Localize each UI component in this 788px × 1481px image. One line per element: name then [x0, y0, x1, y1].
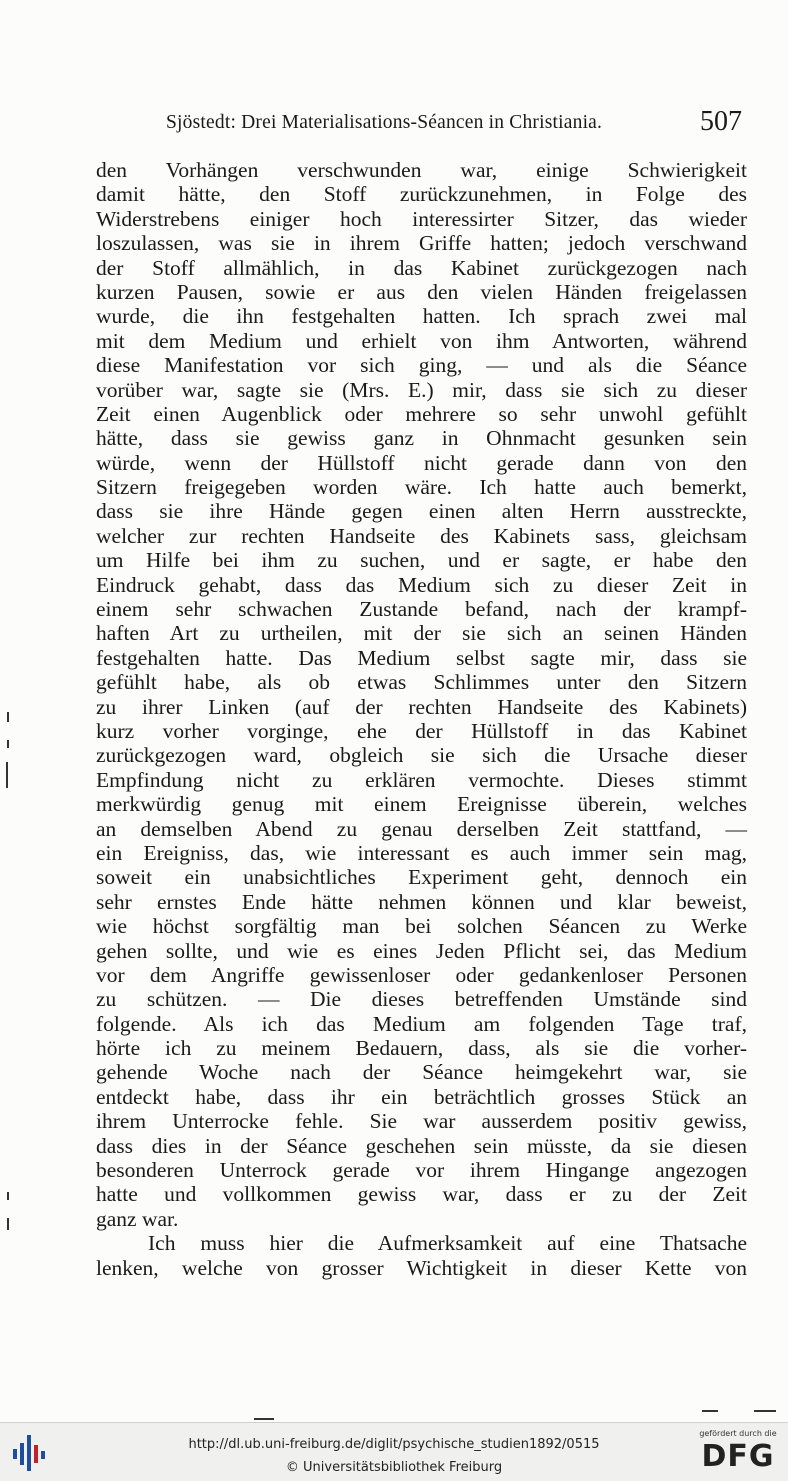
text-line: Empfindung nicht zu erklären vermochte. Dieses stimmt: [96, 767, 747, 792]
text-line: hätte, dass sie gewiss ganz in Ohnmacht gesunken sein: [96, 426, 747, 451]
text-line: Widerstrebens einiger hoch interessirter Sitzer, das wieder: [96, 206, 747, 231]
text-line: ein Ereigniss, das, wie interessant es auch immer sein mag,: [96, 840, 747, 865]
text-line: gehende Woche nach der Séance heimgekehrt war, sie: [96, 1060, 747, 1085]
text-line: haften Art zu urtheilen, mit der sie sich an seinen Händen: [96, 621, 747, 646]
text-line: mit dem Medium und erhielt von ihm Antworten, während: [96, 328, 747, 353]
dfg-logo: [694, 1429, 782, 1477]
text-line: damit hätte, den Stoff zurückzunehmen, in Folge des: [96, 182, 747, 207]
text-line: vor dem Angriffe gewissenloser oder gedankenloser Personen: [96, 962, 747, 987]
text-line: Eindruck gehabt, dass das Medium sich zu dieser Zeit in: [96, 572, 747, 597]
text-line: zu ihrer Linken (auf der rechten Handseite des Kabinets): [96, 694, 747, 719]
document-url[interactable]: http://dl.ub.uni-freiburg.de/diglit/psychische_studien1892/0515: [188, 1437, 600, 1452]
margin-mark: [254, 1418, 274, 1420]
text-line: hörte ich zu meinem Bedauern, dass, als sie die vorher-: [96, 1036, 747, 1061]
text-line: dass sie ihre Hände gegen einen alten Herrn ausstreckte,: [96, 499, 747, 524]
margin-mark: [7, 740, 9, 748]
text-line: Sitzern freigegeben worden wäre. Ich hatte auch bemerkt,: [96, 475, 747, 500]
body-text: [96, 158, 747, 1280]
dfg-tagline: gefördert durch die: [699, 1429, 777, 1438]
page-header: [166, 106, 742, 140]
text-line: vorüber war, sagte sie (Mrs. E.) mir, dass sie sich zu dieser: [96, 377, 747, 402]
dfg-logo-text: DFG: [701, 1439, 775, 1474]
text-line: kurzen Pausen, sowie er aus den vielen Händen freigelassen: [96, 279, 747, 304]
text-line: welcher zur rechten Handseite des Kabinets sass, gleichsam: [96, 523, 747, 548]
text-line: Zeit einen Augenblick oder mehrere so sehr unwohl gefühlt: [96, 401, 747, 426]
margin-mark: [754, 1410, 776, 1412]
text-line: besonderen Unterrock gerade vor ihrem Hingange angezogen: [96, 1158, 747, 1183]
text-line: an demselben Abend zu genau derselben Zeit stattfand, —: [96, 816, 747, 841]
text-line: hatte und vollkommen gewiss war, dass er zu der Zeit: [96, 1182, 747, 1207]
text-line: entdeckt habe, dass ihr ein beträchtlich grosses Stück an: [96, 1084, 747, 1109]
text-line: lenken, welche von grosser Wichtigkeit in dieser Kette von: [96, 1255, 747, 1280]
text-line: gefühlt habe, als ob etwas Schlimmes unter den Sitzern: [96, 670, 747, 695]
text-line: Ich muss hier die Aufmerksamkeit auf eine Thatsache: [148, 1231, 747, 1256]
text-line: den Vorhängen verschwunden war, einige Schwierigkeit: [96, 158, 747, 182]
margin-mark: [7, 1218, 9, 1230]
viewer-footer: [0, 1422, 788, 1481]
text-line: sehr ernstes Ende hätte nehmen können und klar beweist,: [96, 889, 747, 914]
text-line: merkwürdig genug mit einem Ereignisse überein, welches: [96, 792, 747, 817]
text-line: wie höchst sorgfältig man bei solchen Séancen zu Werke: [96, 914, 747, 939]
margin-mark: [6, 762, 8, 788]
text-line: dass dies in der Séance geschehen sein müsste, da sie diesen: [96, 1133, 747, 1158]
text-line: soweit ein unabsichtliches Experiment geht, dennoch ein: [96, 865, 747, 890]
copyright-notice: © Universitätsbibliothek Freiburg: [285, 1460, 503, 1475]
text-line: gehen sollte, und wie es eines Jeden Pflicht sei, das Medium: [96, 938, 747, 963]
text-line: diese Manifestation vor sich ging, — und als die Séance: [96, 353, 747, 378]
margin-mark: [7, 712, 9, 722]
text-line: folgende. Als ich das Medium am folgenden Tage traf,: [96, 1011, 747, 1036]
text-line: festgehalten hatte. Das Medium selbst sagte mir, dass sie: [96, 645, 747, 670]
text-line: zu schützen. — Die dieses betreffenden Umstände sind: [96, 987, 747, 1012]
margin-mark: [7, 1192, 9, 1200]
text-line: würde, wenn der Hüllstoff nicht gerade dann von den: [96, 450, 747, 475]
text-line: kurz vorher vorginge, ehe der Hüllstoff in das Kabinet: [96, 718, 747, 743]
margin-mark: [702, 1410, 718, 1412]
running-title: Sjöstedt: Drei Materialisations-Séancen in Christiania.: [166, 112, 603, 133]
text-line: einem sehr schwachen Zustande befand, nach der krampf-: [96, 597, 747, 622]
text-line: zurückgezogen ward, obgleich sie sich die Ursache dieser: [96, 743, 747, 768]
text-line: ganz war.: [96, 1206, 179, 1231]
text-line: um Hilfe bei ihm zu suchen, und er sagte, er habe den: [96, 548, 747, 573]
text-line: loszulassen, was sie in ihrem Griffe hatten; jedoch verschwand: [96, 231, 747, 256]
text-line: der Stoff allmählich, in das Kabinet zurückgezogen nach: [96, 255, 747, 280]
page-number: 507: [700, 106, 742, 137]
text-line: wurde, die ihn festgehalten hatten. Ich sprach zwei mal: [96, 304, 747, 329]
text-line: ihrem Unterrocke fehle. Sie war ausserdem positiv gewiss,: [96, 1109, 747, 1134]
